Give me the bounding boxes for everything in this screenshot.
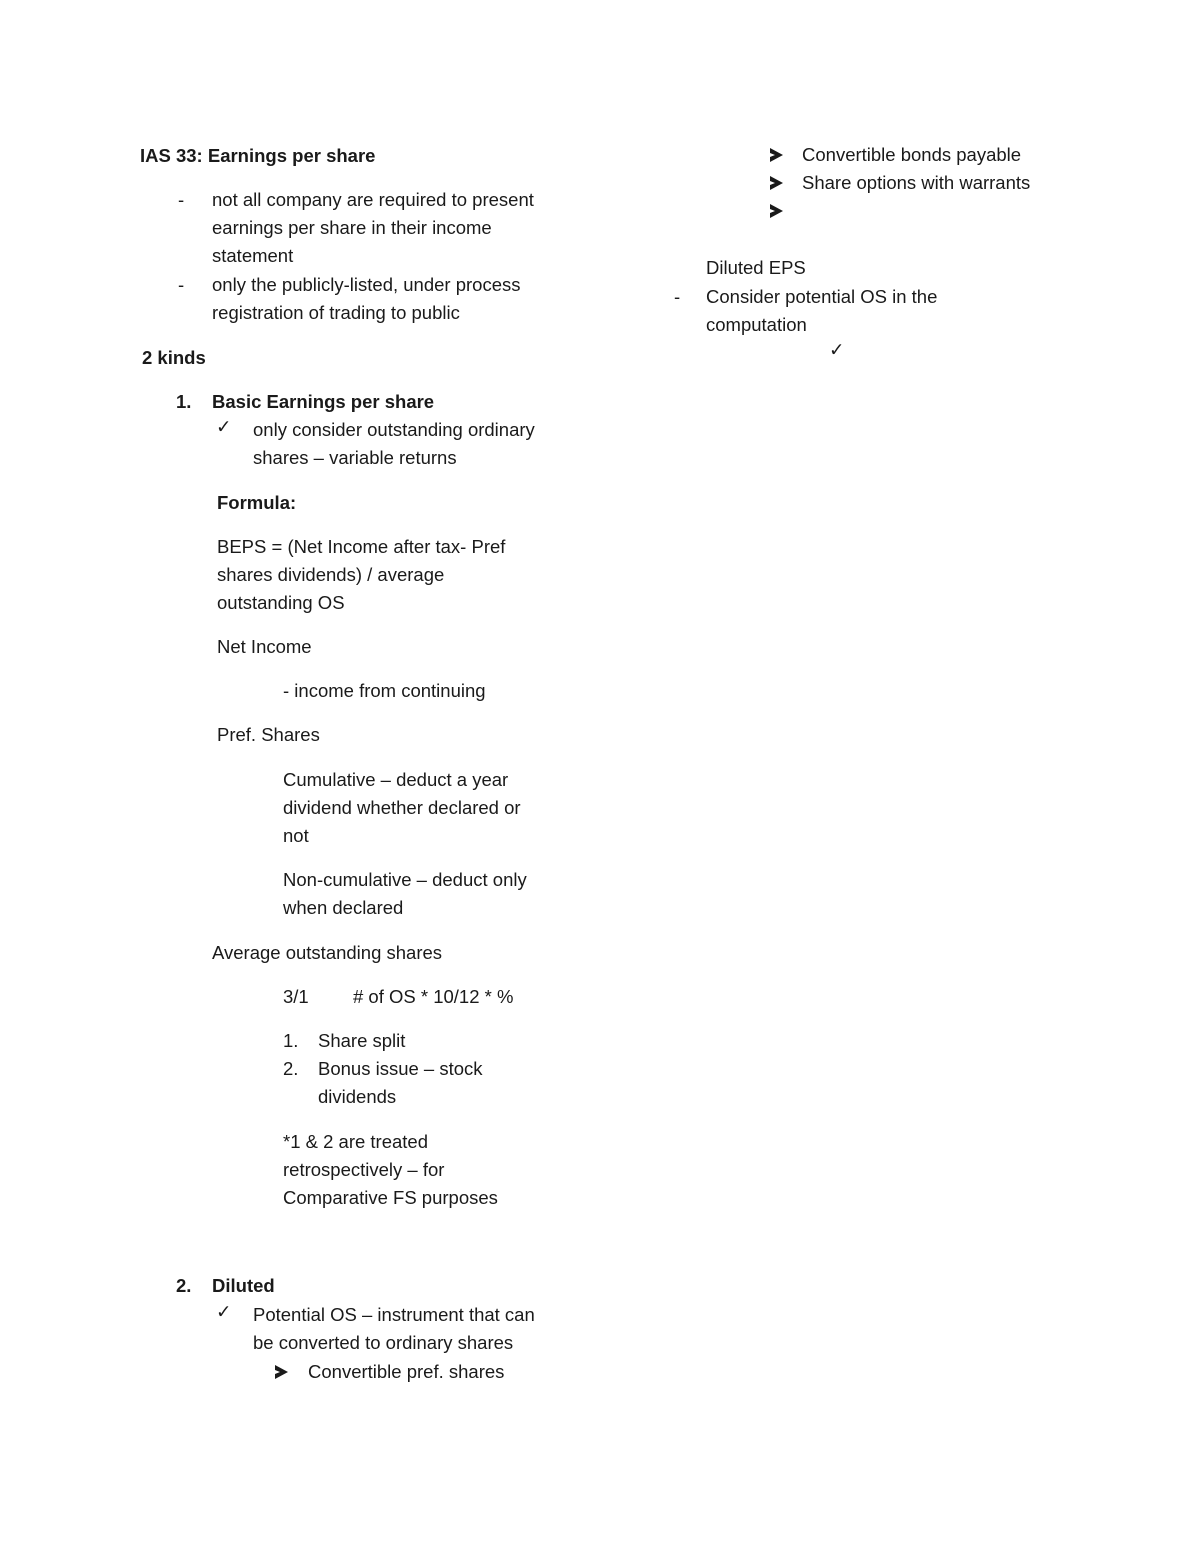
instrument-item: Convertible pref. shares xyxy=(308,1361,505,1382)
section-heading: 2 kinds xyxy=(142,347,206,368)
dash-bullet: - xyxy=(178,274,185,295)
formula-line: outstanding OS xyxy=(217,592,345,613)
diluted-eps-label: Diluted EPS xyxy=(706,257,806,278)
instrument-item: Convertible bonds payable xyxy=(802,144,1022,165)
formula-label: Formula: xyxy=(217,492,297,513)
pref-shares-label: Pref. Shares xyxy=(217,724,320,745)
cumulative-line: not xyxy=(283,825,309,846)
sublist-item: Share split xyxy=(318,1030,406,1051)
dash-bullet: - xyxy=(674,286,681,307)
sublist-number: 1. xyxy=(283,1030,299,1051)
diluted-eps-line: Consider potential OS in the xyxy=(706,286,938,307)
check-text: shares – variable returns xyxy=(253,447,457,468)
note-line: retrospectively – for xyxy=(283,1159,445,1180)
note-line: Comparative FS purposes xyxy=(283,1187,498,1208)
avg-shares-label: Average outstanding shares xyxy=(212,942,443,963)
formula-line: BEPS = (Net Income after tax- Pref xyxy=(217,536,506,557)
checkmark-icon: ✓ xyxy=(216,1302,232,1323)
dash-bullet: - xyxy=(178,189,185,210)
sublist-item: dividends xyxy=(318,1086,397,1107)
diluted-eps-line: computation xyxy=(706,314,807,335)
diluted-heading: Diluted xyxy=(212,1275,275,1296)
cumulative-line: dividend whether declared or xyxy=(283,797,521,818)
noncumulative-line: when declared xyxy=(283,897,404,918)
sublist-item: Bonus issue – stock xyxy=(318,1058,483,1079)
net-income-note: - income from continuing xyxy=(283,680,486,701)
check-text: Potential OS – instrument that can xyxy=(253,1304,535,1325)
arrow-bullet-icon xyxy=(770,204,783,218)
page-title: IAS 33: Earnings per share xyxy=(140,145,376,166)
intro-line: statement xyxy=(212,245,294,266)
avg-date: 3/1 xyxy=(283,986,309,1007)
intro-line: not all company are required to present xyxy=(212,189,534,210)
basic-eps-heading: Basic Earnings per share xyxy=(212,391,435,412)
instrument-item: Share options with warrants xyxy=(802,172,1031,193)
intro-line: registration of trading to public xyxy=(212,302,460,323)
formula-line: shares dividends) / average xyxy=(217,564,445,585)
arrow-bullet-icon xyxy=(275,1365,288,1379)
sublist-number: 2. xyxy=(283,1058,299,1079)
intro-line: only the publicly-listed, under process xyxy=(212,274,521,295)
arrow-bullet-icon xyxy=(770,176,783,190)
check-text: only consider outstanding ordinary xyxy=(253,419,535,440)
list-number: 1. xyxy=(176,391,192,412)
check-text: be converted to ordinary shares xyxy=(253,1332,514,1353)
noncumulative-line: Non-cumulative – deduct only xyxy=(283,869,527,890)
avg-formula: # of OS * 10/12 * % xyxy=(353,986,514,1007)
arrow-bullet-icon xyxy=(770,148,783,162)
cumulative-line: Cumulative – deduct a year xyxy=(283,769,509,790)
intro-line: earnings per share in their income xyxy=(212,217,492,238)
note-line: *1 & 2 are treated xyxy=(283,1131,429,1152)
net-income-label: Net Income xyxy=(217,636,312,657)
checkmark-icon: ✓ xyxy=(829,340,845,361)
list-number: 2. xyxy=(176,1275,192,1296)
checkmark-icon: ✓ xyxy=(216,417,232,438)
